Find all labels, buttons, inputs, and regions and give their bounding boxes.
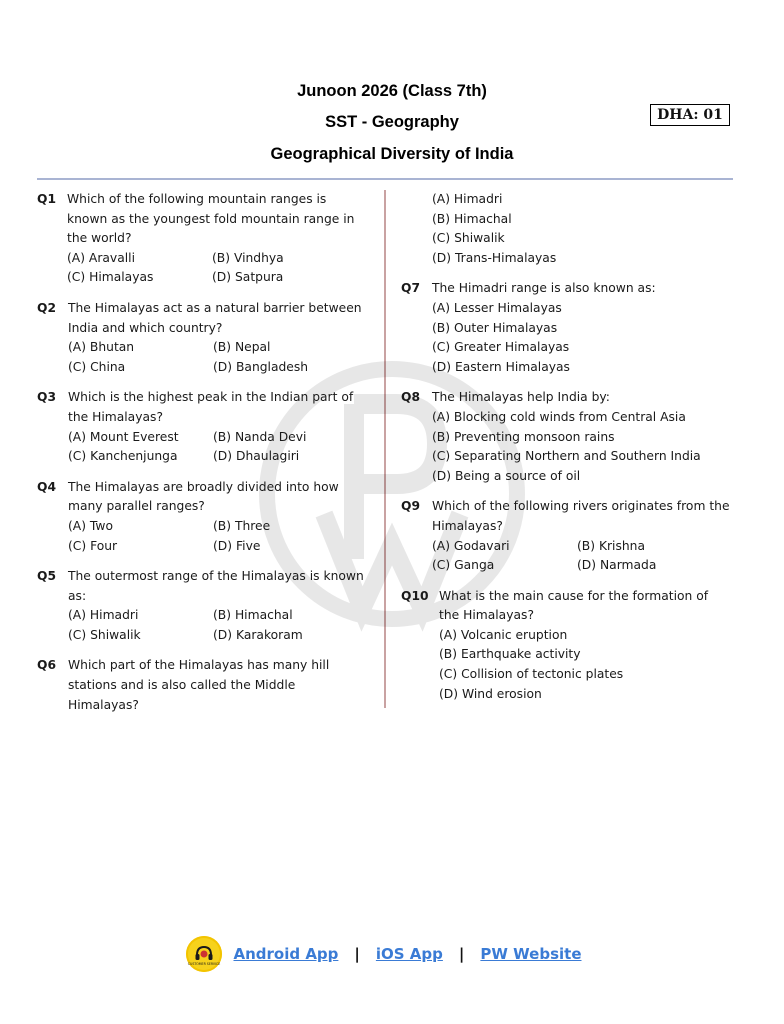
option-c: (C) Ganga	[432, 558, 495, 573]
options-grid	[432, 537, 731, 576]
question-text: The Himalayas are broadly divided into how many parallel ranges?	[68, 479, 339, 514]
column-divider	[384, 190, 386, 708]
right-column	[401, 190, 731, 715]
series-title: Junoon 2026 (Class 7th)	[297, 82, 487, 100]
option-b: (B) Vindhya	[212, 250, 284, 265]
option-a: (A) Blocking cold winds from Central Asia	[432, 409, 686, 424]
question-4	[37, 478, 367, 556]
ios-app-link[interactable]: iOS App	[375, 945, 443, 963]
option-c: (C) Collision of tectonic plates	[439, 667, 624, 682]
subject-title: SST - Geography	[325, 113, 459, 131]
option-a: (A) Volcanic eruption	[439, 627, 568, 642]
question-text: Which of the following mountain ranges is known as the youngest fold mountain range in the world?	[67, 192, 355, 246]
option-a: (A) Himadri	[68, 608, 139, 623]
question-number: Q7	[401, 281, 421, 296]
option-b: (B) Outer Himalayas	[432, 320, 558, 335]
option-a: (A) Mount Everest	[68, 429, 179, 444]
question-number: Q6	[37, 658, 57, 673]
option-b: (B) Earthquake activity	[439, 647, 581, 662]
badge-label: CUSTOMER SERVICE	[188, 962, 221, 966]
question-text: Which of the following rivers originates from the Himalayas?	[432, 499, 730, 533]
question-text: The Himalayas help India by:	[432, 390, 610, 405]
android-app-link[interactable]: Android App	[233, 945, 339, 963]
question-number: Q10	[401, 588, 429, 603]
option-d: (D) Karakoram	[213, 627, 303, 642]
option-c: (C) Greater Himalayas	[432, 340, 570, 355]
option-a: (A) Two	[68, 518, 113, 533]
question-text: Which part of the Himalayas has many hill stations and is also called the Middle Himalayas?	[68, 658, 330, 712]
options-grid	[68, 606, 367, 645]
option-a: (A) Lesser Himalayas	[432, 300, 562, 315]
question-5	[37, 567, 367, 645]
question-7	[401, 279, 731, 377]
question-6	[37, 656, 367, 715]
question-number: Q5	[37, 569, 57, 584]
option-c: (C) Himalayas	[67, 270, 154, 285]
question-number: Q2	[37, 300, 57, 315]
option-d: (D) Dhaulagiri	[213, 449, 300, 464]
customer-service-badge[interactable]	[186, 936, 222, 972]
option-a: (A) Godavari	[432, 538, 510, 553]
options-grid	[68, 517, 367, 556]
option-b: (B) Three	[213, 518, 271, 533]
question-2	[37, 299, 367, 377]
question-6-options	[401, 190, 731, 268]
option-a: (A) Bhutan	[68, 340, 135, 355]
option-d: (D) Wind erosion	[439, 686, 542, 701]
options-list	[432, 299, 731, 377]
separator: |	[458, 945, 465, 963]
question-8	[401, 388, 731, 486]
option-a: (A) Himadri	[432, 192, 503, 206]
question-text: Which is the highest peak in the Indian part of the Himalayas?	[68, 390, 354, 424]
option-d: (D) Being a source of oil	[432, 468, 581, 483]
option-b: (B) Krishna	[577, 538, 646, 553]
option-b: (B) Himachal	[432, 211, 512, 226]
option-b: (B) Preventing monsoon rains	[432, 429, 615, 444]
separator: |	[354, 945, 360, 963]
option-c: (C) Shiwalik	[432, 231, 505, 246]
options-list	[432, 408, 731, 486]
option-c: (C) China	[68, 359, 126, 374]
option-d: (D) Satpura	[212, 270, 284, 285]
pw-website-link[interactable]: PW Website	[480, 945, 582, 963]
question-number: Q1	[37, 192, 57, 206]
dha-code-box: DHA: 01	[650, 104, 730, 126]
question-text: The outermost range of the Himalayas is known as:	[68, 569, 364, 603]
option-c: (C) Kanchenjunga	[68, 449, 178, 464]
header-rule	[37, 178, 733, 180]
option-c: (C) Shiwalik	[68, 627, 141, 642]
options-grid	[68, 338, 367, 377]
question-text: The Himalayas act as a natural barrier between India and which country?	[68, 300, 362, 335]
question-text: The Himadri range is also known as:	[432, 281, 656, 296]
left-column	[37, 190, 367, 726]
headset-icon	[188, 941, 221, 967]
question-number: Q8	[401, 390, 421, 405]
option-d: (D) Five	[213, 538, 261, 553]
question-10	[401, 587, 731, 705]
question-text: What is the main cause for the formation of the Himalayas?	[439, 588, 709, 623]
question-1	[37, 190, 367, 288]
option-a: (A) Aravalli	[67, 250, 135, 265]
option-d: (D) Bangladesh	[213, 359, 309, 374]
options-grid	[68, 428, 367, 467]
question-number: Q3	[37, 390, 57, 405]
option-c: (C) Four	[68, 538, 118, 553]
option-d: (D) Eastern Himalayas	[432, 359, 570, 374]
question-9	[401, 497, 731, 575]
options-grid	[67, 249, 367, 288]
option-b: (B) Himachal	[213, 608, 293, 623]
question-number: Q4	[37, 479, 57, 494]
option-b: (B) Nepal	[213, 340, 271, 355]
option-d: (D) Trans-Himalayas	[432, 250, 557, 265]
options-list	[432, 190, 731, 268]
question-3	[37, 388, 367, 466]
chapter-title: Geographical Diversity of India	[270, 145, 514, 163]
options-list	[439, 626, 731, 704]
question-number: Q9	[401, 499, 421, 514]
option-b: (B) Nanda Devi	[213, 429, 307, 444]
option-c: (C) Separating Northern and Southern India	[432, 449, 701, 464]
footer-links	[0, 934, 768, 974]
option-d: (D) Narmada	[577, 558, 657, 573]
